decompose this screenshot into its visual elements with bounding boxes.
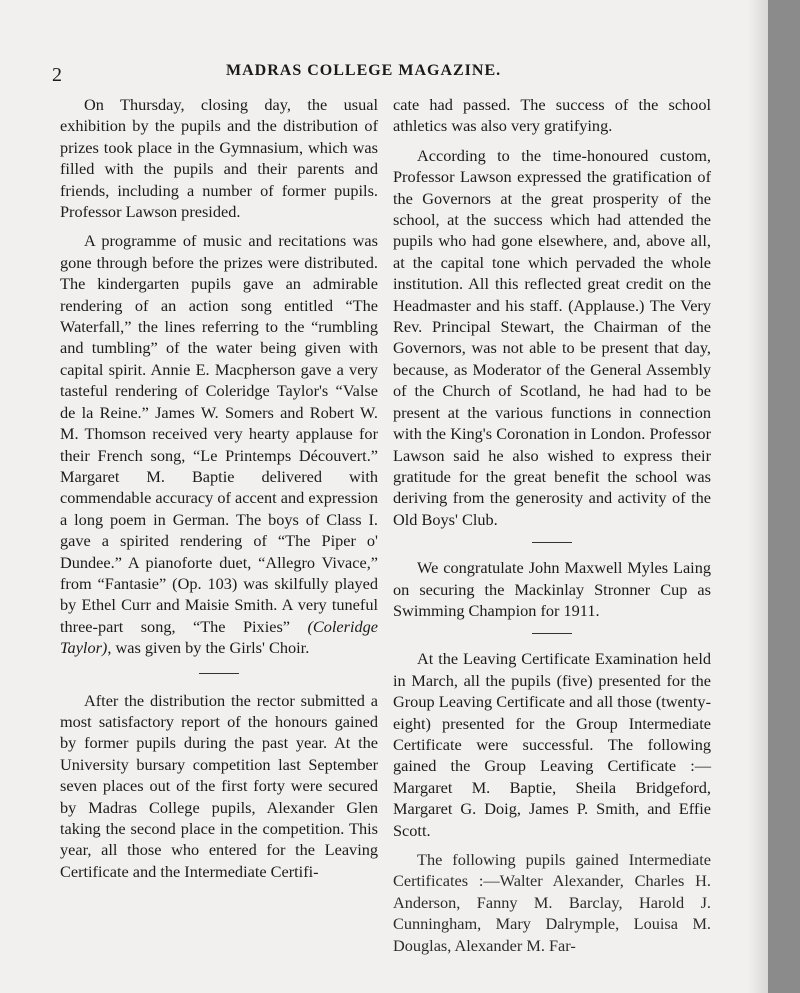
page-number: 2 (52, 64, 62, 86)
left-paragraph-2-text: A programme of music and recitations was gone through before the prizes were distributed. The kindergarten pupils gave an admirable rendering of an action song entitled “The Waterfall,” the lines referring to the “rumbling and tumbling” of the water being given with capital spirit. Annie E. Macpherson gave a very tasteful rendering of Coleridge Taylor's “Valse de la Reine.” James W. Somers and Robert W. M. Thomson received very hearty applause for their French song, “Le Printemps Découvert.” Margaret M. Baptie delivered with commendable accuracy of accent and expression a long poem in German. The boys of Class I. gave a spirited rendering of “The Piper o' Dundee.” A pianoforte duet, “Allegro Vivace,” from “Fantasie” (Op. 103) was skilfully played by Ethel Curr and Maisie Smith. A very tuneful three-part song, “The Pixies” (60, 231, 378, 636)
left-column (60, 94, 378, 890)
section-divider (532, 633, 572, 634)
left-paragraph-2-tail: , was given by the Girls' Choir. (107, 638, 310, 658)
section-divider (532, 542, 572, 543)
right-paragraph-4: At the Leaving Certificate Examination held in March, all the pupils (five) presented for the Group Leaving Certificate and all those (twenty-eight) presented for the Group Intermediate Certificate were successful. The following gained the Group Leaving Certificate :—Margaret M. Baptie, Sheila Bridgeford, Margaret G. Doig, James P. Smith, and Effie Scott. (393, 649, 711, 840)
right-column (393, 94, 711, 964)
section-divider (199, 673, 239, 674)
right-paragraph-3: We congratulate John Maxwell Myles Laing on securing the Mackinlay Stronner Cup as Swimming Champion for 1911. (393, 558, 711, 620)
running-head: MADRAS COLLEGE MAGAZINE. (226, 62, 502, 79)
left-paragraph-3: After the distribution the rector submitted a most satisfactory report of the honours gained by former pupils during the past year. At the University bursary competition last September seven places out of the first forty were secured by Madras College pupils, Alexander Glen taking the second place in the competition. This year, all those who entered for the Leaving Certificate and the Intermediate Certifi- (60, 690, 378, 881)
right-paragraph-1: cate had passed. The success of the school athletics was also very gratifying. (393, 95, 711, 136)
right-paragraph-2: According to the time-honoured custom, Professor Lawson expressed the gratification of the Governors at the great prosperity of the school, at the success which had attended the pupils who had gone elsewhere, and, above all, at the capital tone which pervaded the whole institution. All this reflected great credit on the Headmaster and his staff. (Applause.) The Very Rev. Principal Stewart, the Chairman of the Governors, was not able to be present that day, because, as Moderator of the General Assembly of the Church of Scotland, he had had to be present at the various functions in connection with the King's Coronation in London. Professor Lawson said he also wished to express their gratitude for the great benefit the school was deriving from the generosity and activity of the Old Boys' Club. (393, 145, 711, 529)
left-paragraph-2 (60, 230, 378, 658)
left-paragraph-2-italic: (Coleridge Taylor) (60, 616, 378, 658)
right-paragraph-5: The following pupils gained Intermediate Certificates :—Walter Alexander, Charles H. Anderson, Fanny M. Barclay, Harold J. Cunningham, Mary Dalrymple, Louisa M. Douglas, Alexander M. Far- (393, 850, 711, 955)
left-paragraph-1: On Thursday, closing day, the usual exhibition by the pupils and the distribution of prizes took place in the Gymnasium, which was filled with the pupils and their parents and friends, including a number of former pupils. Professor Lawson presided. (60, 95, 378, 222)
